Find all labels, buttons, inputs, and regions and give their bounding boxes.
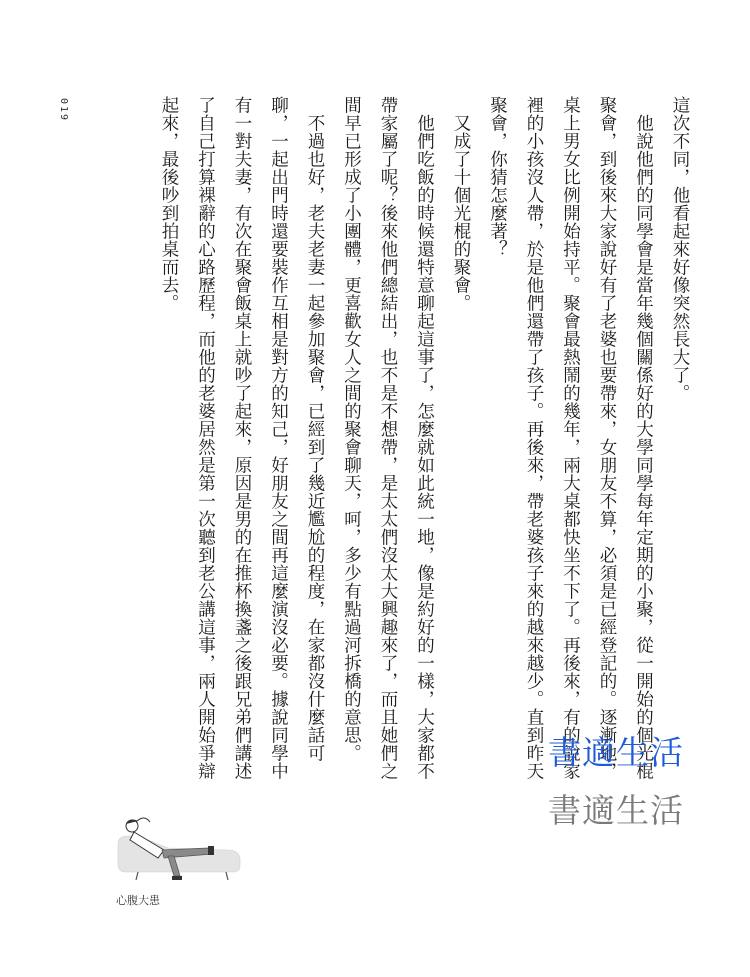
reclining-man-illustration xyxy=(108,806,243,886)
paragraph-3: 又成了十個光棍的聚會。 xyxy=(451,113,471,312)
illustration-caption: 心腹大患 xyxy=(116,894,160,907)
page-number: 019 xyxy=(58,98,69,123)
paragraph-5: 不過也好，老夫老妻一起參加聚會，已經到了幾近尷尬的程度，在家都沒什麼話可聊，一起出門時還要裝作互相是對方的知己，好朋友之間再這麼演沒必要。據說同學中有一對夫妻，有次在聚會飯桌上就吵了起來，原因是男的在推杯換盞之後跟兄弟們講述了自己打算裸辭的心路歷程，而他的老婆居然是第一次聽到老公講這事，兩人開始爭辯起來，最後吵到拍桌而去。 xyxy=(159,96,325,780)
watermark-logo-gray: 書適生活 xyxy=(548,791,684,830)
watermark-logo-blue: 書適生活 xyxy=(548,733,684,772)
paragraph-2: 他說他們的同學會是當年幾個關係好的大學同學每年定期的小聚，從一開始的個光棍聚會，到後來大家說好有了老婆也要帶來，女朋友不算，必須是已經登記的。逐漸地，桌上男女比例開始持平。聚會最熱鬧的幾年，兩大桌都快坐不下了。再後來，有的說家裡的小孩沒人帶，於是他們還帶了孩子。再後來，帶老婆孩子來的越來越少。直到昨天聚會，你猜怎麼著？ xyxy=(487,96,654,780)
paragraph-1: 這次不同，他看起來好像突然長大了。 xyxy=(670,96,690,402)
paragraph-4: 他們吃飯的時候還特意聊起這事了，怎麼就如此統一地，像是約好的一樣，大家都不帶家屬了呢？後來他們總結出，也不是不想帶，是太太們沒太大興趣來了，而且她們之間早已形成了小團體，更喜歡女人之間的聚會聊天，呵，多少有點過河拆橋的意思。 xyxy=(341,96,435,780)
body-text xyxy=(58,96,698,786)
